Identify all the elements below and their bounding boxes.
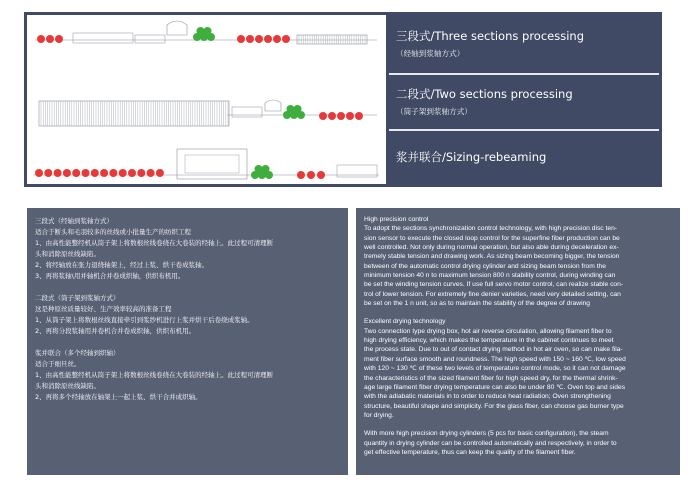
- beam-roller: [147, 169, 155, 177]
- beam-roller: [355, 112, 363, 120]
- step-line: 2、再将多个经轴放在轴架上一起上浆、烘干合并成织轴。: [35, 393, 202, 401]
- english-description-panel: [356, 208, 680, 475]
- beam-roller: [46, 35, 54, 43]
- text-line: between of the automatic control drying cylinder and sizing beam tension from the: [364, 262, 606, 270]
- text-line: with the adiabatic materials in to order to reduce heat radiation; Oven strengthening: [364, 393, 611, 401]
- beam-roller: [319, 112, 327, 120]
- text-line: be set the winding tension curves. If use full servo motor control, can realize stable con-: [364, 281, 624, 289]
- text-line: get effective temperature, thus can keep the quality of the filament fiber.: [364, 448, 576, 456]
- beam-roller: [328, 112, 336, 120]
- intro-two-sections: 这是种原丝质量较好、生产效率较高的准备工程: [35, 305, 172, 313]
- beam-roller: [337, 112, 345, 120]
- step-line: 头和消除原丝线缺陷。: [35, 382, 100, 390]
- beam-roller: [63, 169, 71, 177]
- hood: [265, 100, 281, 111]
- section-three-sections[interactable]: [389, 15, 659, 73]
- drying-cylinder: [197, 27, 205, 35]
- heading-two-sections: 二段式（筒子架到浆轴方式）: [35, 294, 120, 302]
- text-line: Two connection type drying box, hot air reverse circulation, allowing filament fiber to: [364, 327, 612, 335]
- beam-roller: [273, 35, 281, 43]
- text-line: with 120 ~ 130 ℃ of these two levels of temperature control mode, so it can not damage: [364, 365, 626, 373]
- text-line: age large filament fiber drying temperature can also be under 80 ℃. Oven top and sides: [364, 383, 626, 391]
- text-line: sion sensor to execute the closed loop control for the superfine fiber production can be: [364, 234, 620, 242]
- chinese-description-panel: [27, 208, 348, 475]
- drying-box-inner: [185, 155, 239, 173]
- beam-roller: [264, 35, 272, 43]
- text-line: With more high precision drying cylinders (5 pcs for basic configuration), the steam: [364, 430, 609, 438]
- drying-box: [177, 149, 247, 179]
- text-line: structure, beautiful shape and simplicity. For the glass fiber, can choose gas burner type: [364, 402, 624, 410]
- beam-roller: [72, 169, 80, 177]
- beam-roller: [35, 169, 43, 177]
- spacer: [35, 337, 340, 348]
- text-line: trol of lower tension. For extremely fine denier varieties, need very detailed setting, can: [364, 290, 621, 298]
- hood: [167, 21, 187, 35]
- text-line: the characteristics of the sized filament fiber for high speed dry, for the thermal shrink-: [364, 374, 618, 382]
- text-line: ment fiber surface smooth and roundness. The high speed with 150 ~ 160 ℃, low speed: [364, 355, 626, 363]
- process-diagram-panel: [27, 15, 386, 184]
- drying-cylinder: [204, 27, 212, 35]
- beam-roller: [54, 169, 62, 177]
- step-line: 3、再将浆轴\用并轴机合并卷成织轴，供织布机用。: [35, 272, 185, 280]
- text-line: tremely stable tension and drawing work. As sizing beam becoming bigger, the tension: [364, 253, 620, 261]
- beam-roller: [255, 35, 263, 43]
- beam-roller: [282, 35, 290, 43]
- spacer: [364, 308, 672, 317]
- step-line: 1、由高性能整经机从筒子架上将数根丝线卷绕在大卷装的经轴上。此过程可清理断: [35, 239, 274, 247]
- step-line: 2、再将分段浆轴用并卷机合并卷成织轴，供织布机用。: [35, 327, 196, 335]
- heading-combined: 浆并联合（多个经轴到织轴）: [35, 349, 120, 357]
- warping-unit: [73, 33, 133, 43]
- step-line: 1、由高性能整经机从筒子架上将数根丝线卷绕在大卷装的经轴上。此过程可清理断: [35, 371, 274, 379]
- beam-roller: [37, 35, 45, 43]
- beam-roller: [246, 35, 254, 43]
- step-line: 2、将经轴放在张力退绕轴架上，经过上浆、烘干卷成浆轴。: [35, 261, 209, 269]
- intro-combined: 适合于细旦丝。: [35, 360, 81, 368]
- section-sizing-rebeaming[interactable]: [389, 131, 659, 184]
- beam-roller: [119, 169, 127, 177]
- heading-three-sections: 三段式（经轴到浆轴方式）: [35, 217, 113, 225]
- beam-roller: [297, 171, 305, 179]
- size-box: [232, 107, 262, 117]
- beam-roller: [109, 169, 117, 177]
- process-line-drawings: [27, 15, 386, 184]
- beam-roller: [237, 35, 245, 43]
- drying-cylinder: [287, 105, 295, 113]
- text-line: be set on the 1 n unit, so as to maintain the stability of the degree of drawing: [364, 300, 591, 308]
- size-box: [135, 35, 165, 43]
- beam-roller: [317, 171, 325, 179]
- process-mode-panel: [389, 15, 659, 184]
- text-line: minimum tension 40 n to maximum tension 800 n stability control, during winding can: [364, 272, 616, 280]
- section-subtitle: （筒子架到浆轴方式）: [396, 107, 472, 116]
- text-line: high drying efficiency, which makes the temperature in the cabinet continues to meet: [364, 337, 614, 345]
- section-subtitle: （经轴到浆轴方式）: [396, 49, 465, 58]
- step-line: 头和消除原丝线缺陷。: [35, 250, 100, 258]
- beam-roller: [44, 169, 52, 177]
- beam-roller: [91, 169, 99, 177]
- beam-roller: [137, 169, 145, 177]
- text-line: well controlled. Not only during normal operation, but also able during deceleration ex-: [364, 244, 619, 252]
- drying-cylinder: [294, 105, 302, 113]
- drying-cylinder: [262, 165, 270, 173]
- heading-excellent-drying: Excellent drying technology: [364, 318, 446, 326]
- intro-three-sections: 适合于断头和毛羽较多的丝线或小批量生产的纺织工程: [35, 228, 191, 236]
- drying-cylinder: [255, 165, 263, 173]
- beam-roller: [156, 169, 164, 177]
- text-line: quantity in drying cylinder can be controlled automatically and respectively, in order to: [364, 439, 617, 447]
- section-two-sections[interactable]: [389, 75, 659, 129]
- section-title: 三段式/Three sections processing: [396, 29, 585, 43]
- step-line: 1、从筒子架上将数根丝线直接牵引到浆纱机进行上浆并烘干后卷绕成浆轴。: [35, 316, 254, 324]
- beam-roller: [55, 35, 63, 43]
- beam-roller: [100, 169, 108, 177]
- section-title: 浆并联合/Sizing-rebeaming: [396, 150, 547, 164]
- beam-roller: [82, 169, 90, 177]
- beam-roller: [307, 171, 315, 179]
- text-line: the process state. Due to out of contact drying method in hot air oven, so can make fila-: [364, 346, 623, 354]
- spacer: [35, 282, 340, 293]
- spacer: [364, 420, 672, 429]
- beam-roller: [128, 169, 136, 177]
- text-line: for drying.: [364, 411, 394, 419]
- text-line: To adopt the sections synchronization control technology, with high precision disc ten-: [364, 225, 618, 233]
- section-title: 二段式/Two sections processing: [396, 87, 573, 101]
- beam-roller: [346, 112, 354, 120]
- heading-high-precision-control: High precision control: [364, 216, 429, 223]
